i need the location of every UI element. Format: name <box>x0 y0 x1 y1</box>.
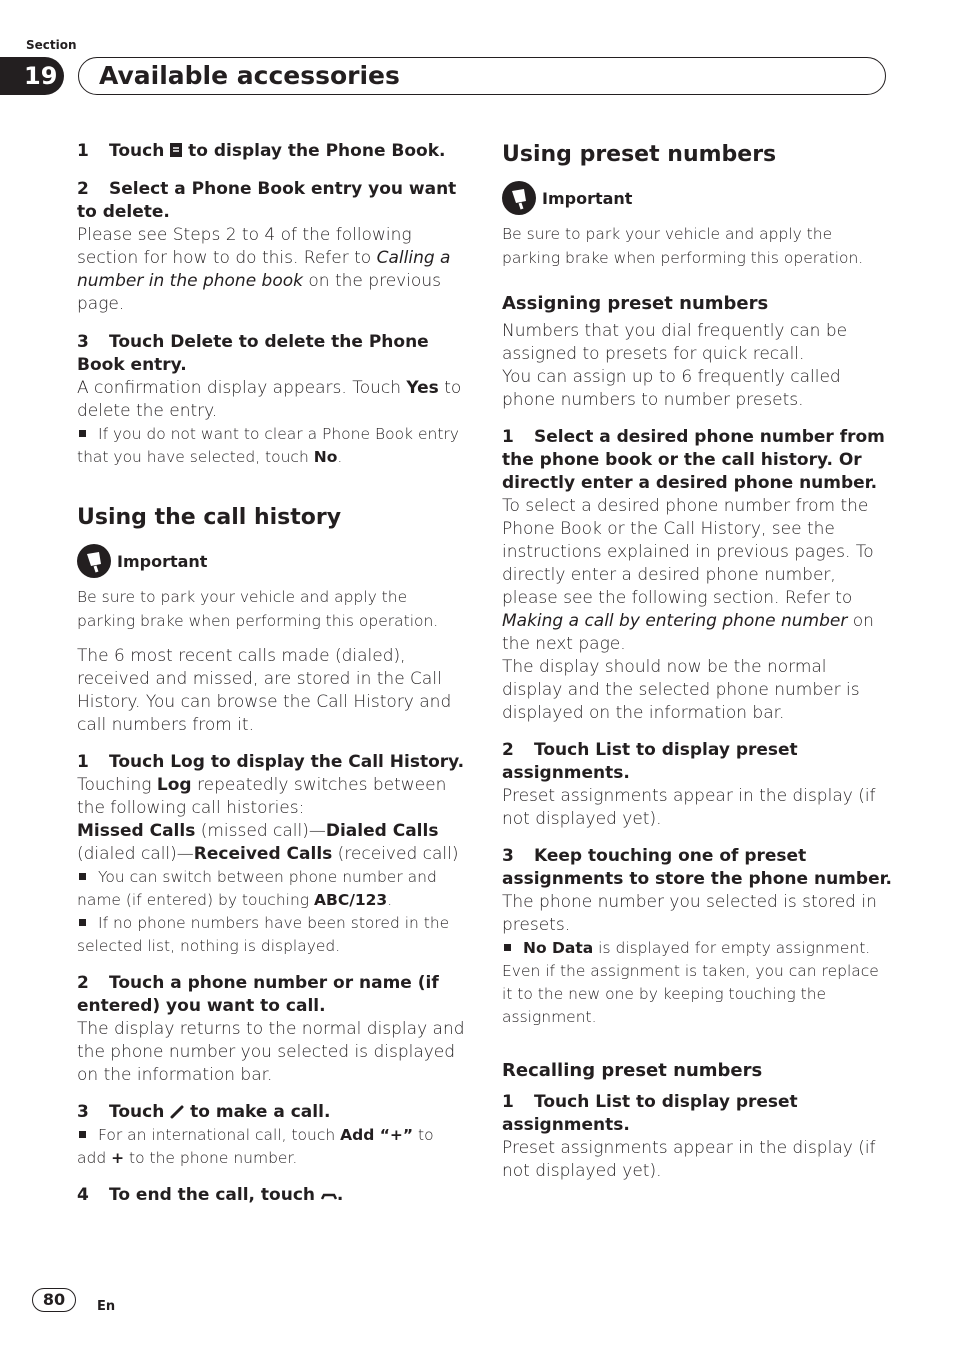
end-call-icon <box>321 1192 337 1202</box>
paragraph: Numbers that you dial frequently can be assigned to presets for quick recall. <box>502 321 848 364</box>
important-text: Be sure to park your vehicle and apply the parking brake when performing this operation. <box>502 225 864 267</box>
step: 3 Keep touching one of preset assignments to store the phone number. <box>502 846 893 889</box>
important-block <box>77 543 467 579</box>
bullet-icon <box>79 1131 86 1138</box>
left-column <box>77 140 467 1207</box>
paragraph: The 6 most recent calls made (dialed), received and missed, are stored in the Call History. You can browse the Call History and call numbers from it. <box>77 646 452 735</box>
title-box <box>78 57 886 95</box>
bullet-icon <box>79 430 86 437</box>
paragraph: The phone number you selected is stored in presets. <box>502 892 877 935</box>
paragraph: The display should now be the normal display and the selected phone number is displayed on the information bar. <box>502 657 860 723</box>
step: 1 Select a desired phone number from the phone book or the call history. Or directly enter a desired phone number. <box>502 427 885 493</box>
heading-preset-numbers: Using preset numbers <box>502 142 777 167</box>
paragraph: To select a desired phone number from the Phone Book or the Call History, see the instructions explained in previous pages. To directly enter a desired phone number, please see the following section. Refer to Making a call by entering phone number on the next page. <box>502 496 874 654</box>
important-block <box>502 180 892 216</box>
paragraph: A confirmation display appears. Touch Yes to delete the entry. <box>77 378 462 421</box>
paragraph: Preset assignments appear in the display (if not displayed yet). <box>502 786 876 829</box>
note: If no phone numbers have been stored in the selected list, nothing is displayed. <box>77 914 450 955</box>
paragraph: Please see Steps 2 to 4 of the following section for how to do this. Refer to Calling a number in the phone book on the previous page. <box>77 225 451 314</box>
page-title: Available accessories <box>99 61 400 90</box>
paragraph: You can assign up to 6 frequently called phone numbers to number presets. <box>502 367 841 410</box>
bullet-icon <box>79 919 86 926</box>
heading-call-history: Using the call history <box>77 505 342 530</box>
call-icon <box>170 1105 184 1119</box>
note: If you do not want to clear a Phone Book entry that you have selected, touch No. <box>77 425 459 466</box>
step: 3 Touch Delete to delete the Phone Book entry. <box>77 332 429 375</box>
section-label: Section <box>26 38 77 52</box>
note: You can switch between phone number and name (if entered) by touching ABC/123. <box>77 868 437 909</box>
step: 1 Touch List to display preset assignments. <box>502 1092 798 1135</box>
paragraph: Missed Calls (missed call)—Dialed Calls (dialed call)—Received Calls (received call) <box>77 821 459 864</box>
important-label: Important <box>117 551 208 571</box>
important-label: Important <box>542 188 633 208</box>
bullet-icon <box>504 944 511 951</box>
step: 3 Touch to make a call. <box>77 1102 331 1122</box>
important-text: Be sure to park your vehicle and apply the parking brake when performing this operation. <box>77 588 439 630</box>
page-number: 80 <box>32 1288 76 1312</box>
right-column <box>502 140 892 1183</box>
step: 2 Touch List to display preset assignments. <box>502 740 798 783</box>
language-label: En <box>97 1299 116 1314</box>
paragraph: Touching Log repeatedly switches between the following call histories: <box>77 775 447 818</box>
phone-book-icon <box>170 142 182 158</box>
paragraph: Preset assignments appear in the display (if not displayed yet). <box>502 1138 876 1181</box>
step: 2 Touch a phone number or name (if entered) you want to call. <box>77 973 439 1016</box>
step: 4 To end the call, touch . <box>77 1185 344 1205</box>
bullet-icon <box>79 873 86 880</box>
step: 2 Select a Phone Book entry you want to delete. <box>77 179 457 222</box>
paragraph: The display returns to the normal display and the phone number you selected is displayed on the information bar. <box>77 1019 465 1085</box>
heading-recalling: Recalling preset numbers <box>502 1060 763 1081</box>
important-icon <box>77 544 111 578</box>
step: 1 Touch to display the Phone Book. <box>77 141 446 161</box>
step: 1 Touch Log to display the Call History. <box>77 752 465 772</box>
section-number: 19 <box>0 57 64 95</box>
note: No Data is displayed for empty assignment. Even if the assignment is taken, you can replace it to the new one by keeping touching the assignment. <box>502 939 879 1026</box>
note: For an international call, touch Add “+” to add + to the phone number. <box>77 1126 434 1167</box>
heading-assigning: Assigning preset numbers <box>502 293 769 314</box>
important-icon <box>502 181 536 215</box>
